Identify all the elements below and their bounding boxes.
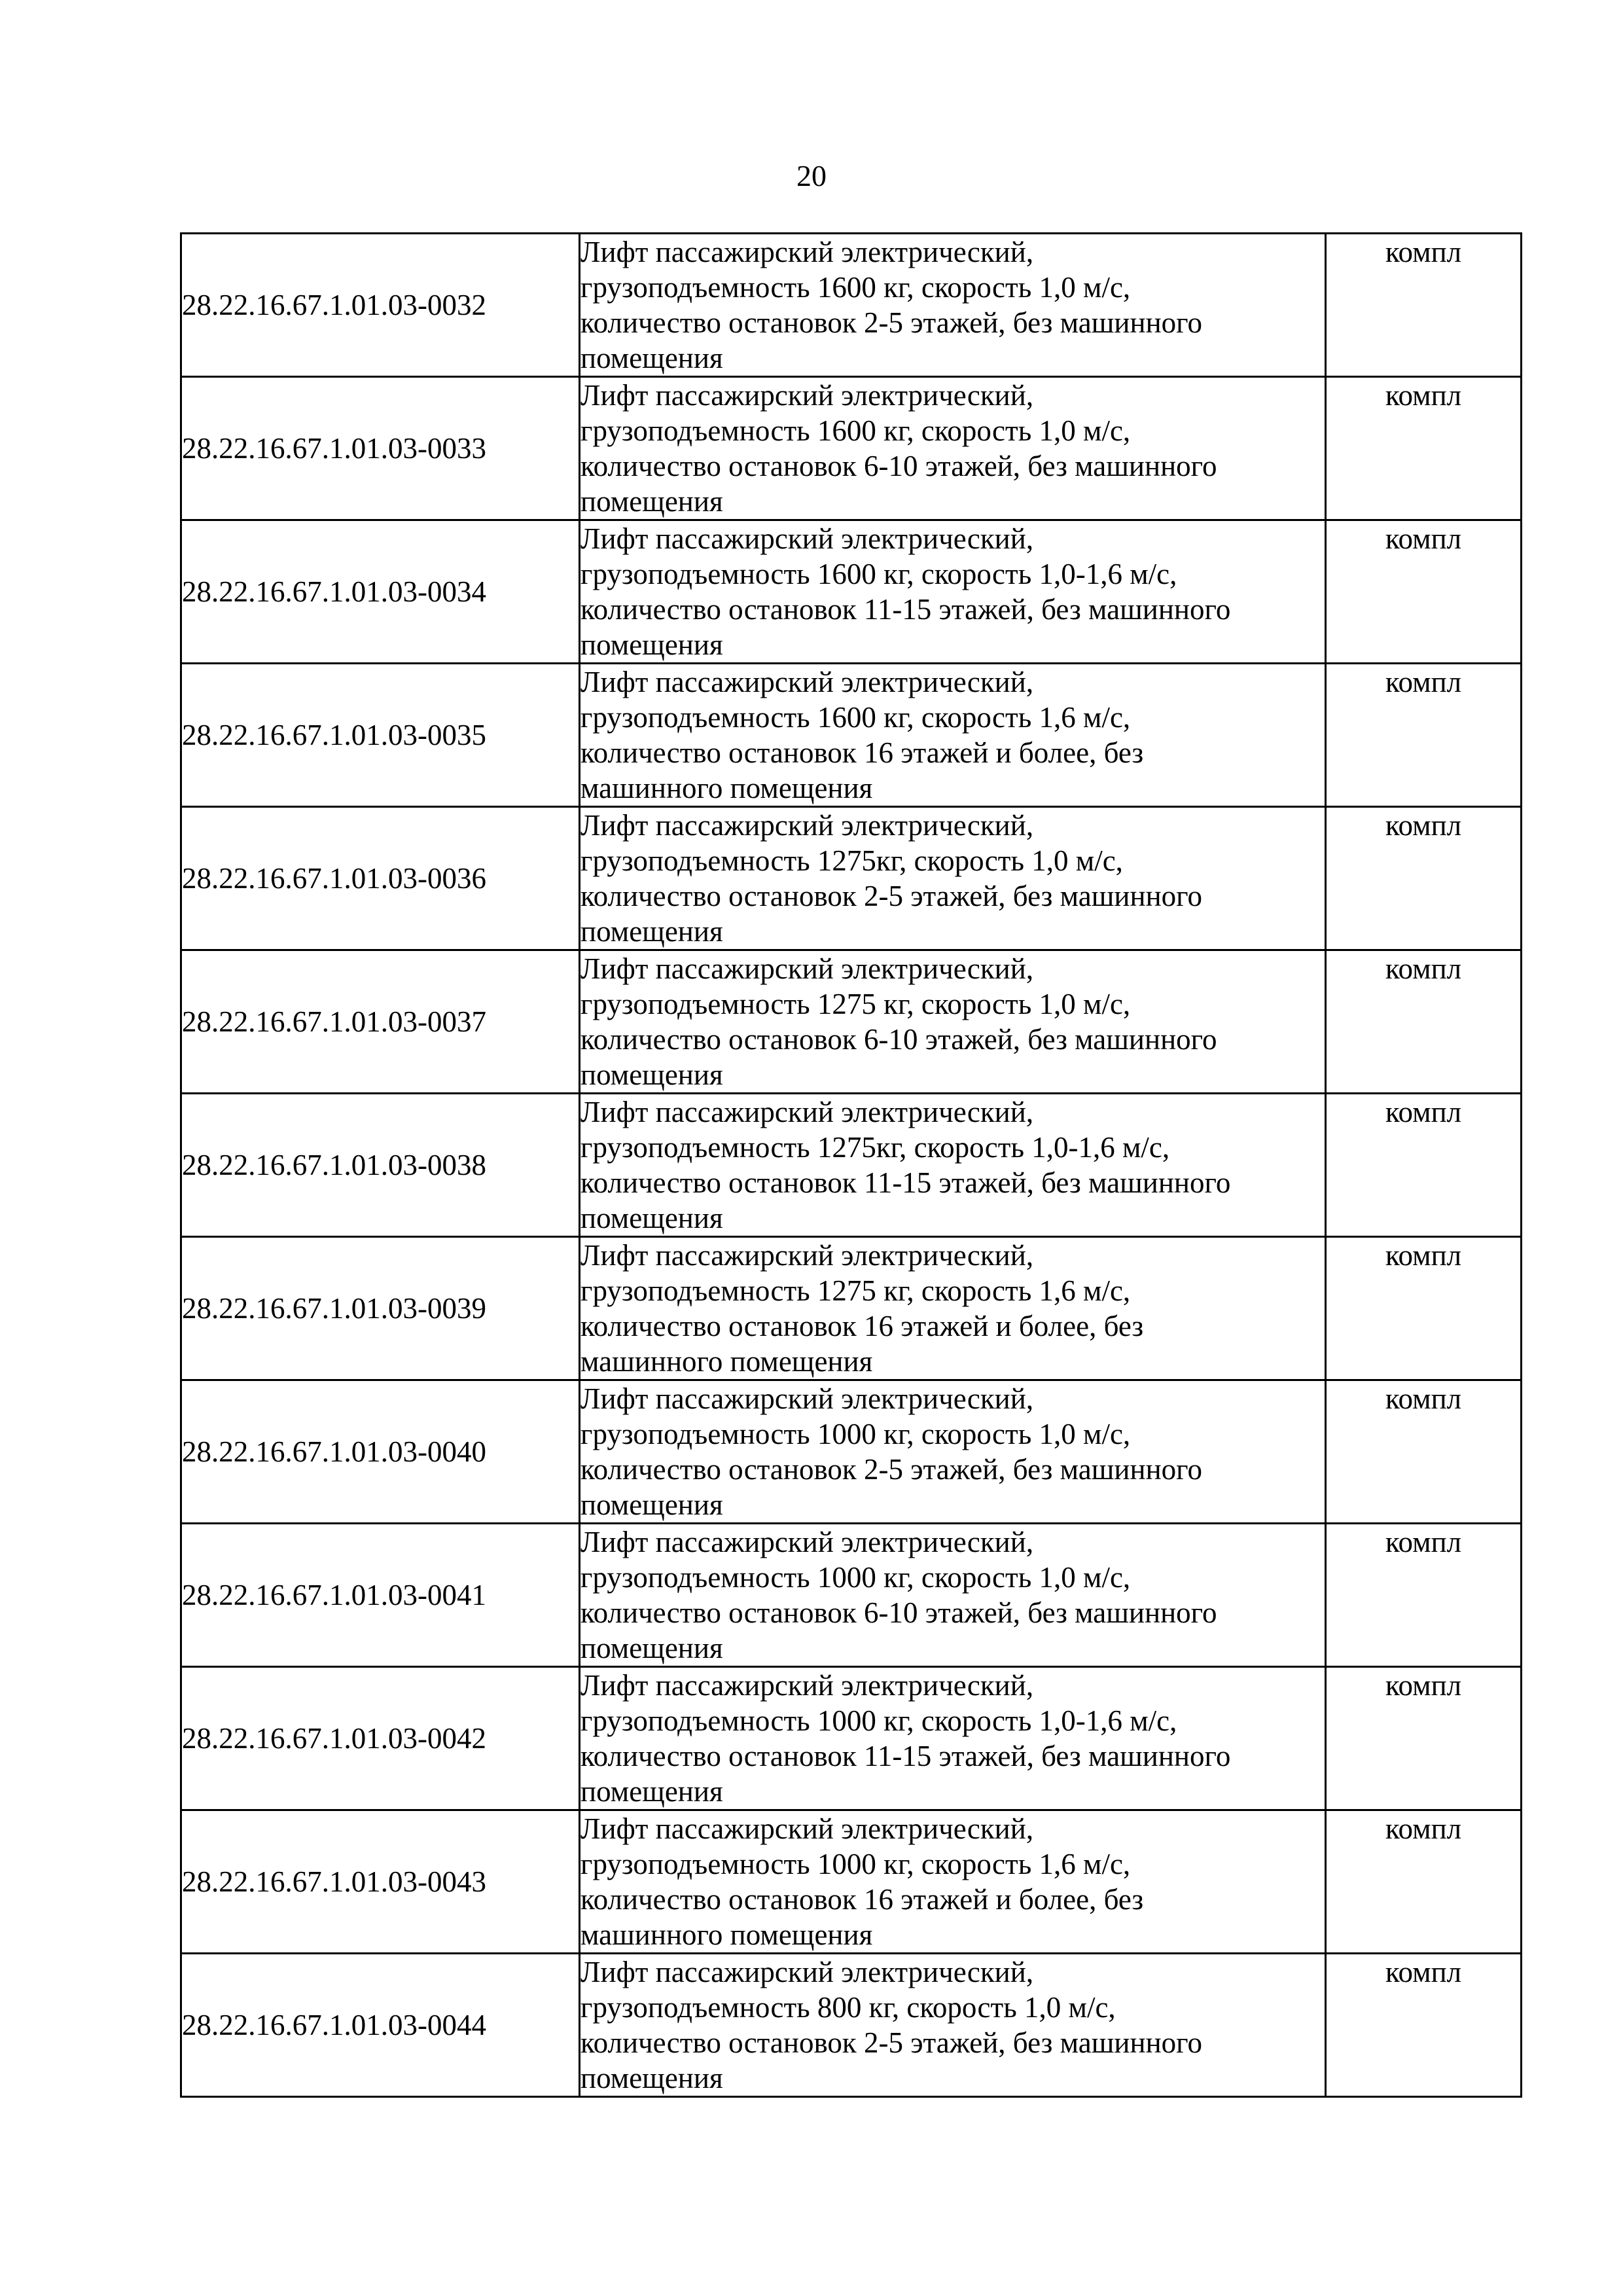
item-code: 28.22.16.67.1.01.03-0039 bbox=[181, 1237, 580, 1380]
item-description bbox=[580, 1667, 1326, 1810]
description-line: количество остановок 2-5 этажей, без машинного bbox=[580, 880, 1203, 912]
item-code: 28.22.16.67.1.01.03-0040 bbox=[181, 1380, 580, 1524]
description-line: помещения bbox=[580, 1202, 723, 1234]
description-line: грузоподъемность 1600 кг, скорость 1,6 м/с, bbox=[580, 701, 1131, 734]
description-line: количество остановок 2-5 этажей, без машинного bbox=[580, 1453, 1203, 1486]
item-code: 28.22.16.67.1.01.03-0035 bbox=[181, 664, 580, 807]
item-code: 28.22.16.67.1.01.03-0038 bbox=[181, 1094, 580, 1237]
description-line: количество остановок 6-10 этажей, без машинного bbox=[580, 1023, 1217, 1056]
description-line: количество остановок 6-10 этажей, без машинного bbox=[580, 1596, 1217, 1629]
description-line: Лифт пассажирский электрический, bbox=[580, 1956, 1034, 1988]
item-description bbox=[580, 1237, 1326, 1380]
description-line: грузоподъемность 1275 кг, скорость 1,0 м/с, bbox=[580, 988, 1131, 1020]
table-row bbox=[181, 234, 1522, 377]
item-unit: компл bbox=[1326, 1380, 1522, 1524]
item-code: 28.22.16.67.1.01.03-0033 bbox=[181, 377, 580, 520]
description-line: грузоподъемность 1000 кг, скорость 1,6 м/с, bbox=[580, 1848, 1131, 1880]
description-line: помещения bbox=[580, 485, 723, 518]
item-description bbox=[580, 1524, 1326, 1667]
description-line: грузоподъемность 800 кг, скорость 1,0 м/с, bbox=[580, 1991, 1116, 2024]
item-description bbox=[580, 377, 1326, 520]
item-unit: компл bbox=[1326, 1094, 1522, 1237]
description-line: грузоподъемность 1275кг, скорость 1,0 м/с, bbox=[580, 844, 1123, 877]
table-row bbox=[181, 1954, 1522, 2097]
description-line: помещения bbox=[580, 342, 723, 374]
description-line: помещения bbox=[580, 1488, 723, 1521]
item-unit: компл bbox=[1326, 1237, 1522, 1380]
table-row bbox=[181, 807, 1522, 950]
item-code: 28.22.16.67.1.01.03-0044 bbox=[181, 1954, 580, 2097]
description-line: Лифт пассажирский электрический, bbox=[580, 236, 1034, 268]
item-unit: компл bbox=[1326, 377, 1522, 520]
table-row bbox=[181, 950, 1522, 1094]
description-line: грузоподъемность 1600 кг, скорость 1,0 м/с, bbox=[580, 271, 1131, 304]
description-line: помещения bbox=[580, 1775, 723, 1808]
item-code: 28.22.16.67.1.01.03-0041 bbox=[181, 1524, 580, 1667]
item-description bbox=[580, 950, 1326, 1094]
description-line: Лифт пассажирский электрический, bbox=[580, 1239, 1034, 1272]
item-unit: компл bbox=[1326, 1954, 1522, 2097]
description-line: помещения bbox=[580, 915, 723, 948]
item-code: 28.22.16.67.1.01.03-0042 bbox=[181, 1667, 580, 1810]
description-line: количество остановок 16 этажей и более, без bbox=[580, 1883, 1144, 1916]
description-line: количество остановок 2-5 этажей, без машинного bbox=[580, 2026, 1203, 2059]
description-line: Лифт пассажирский электрический, bbox=[580, 1812, 1034, 1845]
item-description bbox=[580, 1954, 1326, 2097]
description-line: грузоподъемность 1000 кг, скорость 1,0 м/с, bbox=[580, 1561, 1131, 1594]
item-description bbox=[580, 1094, 1326, 1237]
description-line: помещения bbox=[580, 628, 723, 661]
description-line: грузоподъемность 1600 кг, скорость 1,0-1,6 м/с, bbox=[580, 558, 1177, 590]
description-line: машинного помещения bbox=[580, 1918, 873, 1951]
description-line: количество остановок 2-5 этажей, без машинного bbox=[580, 306, 1203, 339]
description-line: грузоподъемность 1000 кг, скорость 1,0 м/с, bbox=[580, 1418, 1131, 1450]
item-code: 28.22.16.67.1.01.03-0032 bbox=[181, 234, 580, 377]
item-description bbox=[580, 664, 1326, 807]
description-line: Лифт пассажирский электрический, bbox=[580, 952, 1034, 985]
item-description bbox=[580, 1380, 1326, 1524]
table-row bbox=[181, 1380, 1522, 1524]
item-unit: компл bbox=[1326, 1810, 1522, 1954]
description-line: грузоподъемность 1000 кг, скорость 1,0-1,6 м/с, bbox=[580, 1704, 1177, 1737]
description-line: грузоподъемность 1275кг, скорость 1,0-1,6 м/с, bbox=[580, 1131, 1170, 1164]
table-row bbox=[181, 1237, 1522, 1380]
description-line: Лифт пассажирский электрический, bbox=[580, 522, 1034, 555]
item-description bbox=[580, 807, 1326, 950]
description-line: количество остановок 16 этажей и более, без bbox=[580, 1310, 1144, 1342]
page-number: 20 bbox=[796, 159, 827, 192]
table-row bbox=[181, 1094, 1522, 1237]
table-body bbox=[181, 234, 1522, 2097]
description-line: машинного помещения bbox=[580, 772, 873, 804]
item-description bbox=[580, 1810, 1326, 1954]
description-line: количество остановок 6-10 этажей, без машинного bbox=[580, 450, 1217, 482]
item-unit: компл bbox=[1326, 520, 1522, 664]
item-code: 28.22.16.67.1.01.03-0043 bbox=[181, 1810, 580, 1954]
description-line: Лифт пассажирский электрический, bbox=[580, 1669, 1034, 1702]
description-line: Лифт пассажирский электрический, bbox=[580, 809, 1034, 842]
description-line: грузоподъемность 1275 кг, скорость 1,6 м/с, bbox=[580, 1274, 1131, 1307]
item-description bbox=[580, 234, 1326, 377]
item-unit: компл bbox=[1326, 1524, 1522, 1667]
description-line: Лифт пассажирский электрический, bbox=[580, 666, 1034, 698]
table-row bbox=[181, 1524, 1522, 1667]
description-line: Лифт пассажирский электрический, bbox=[580, 1382, 1034, 1415]
description-line: количество остановок 11-15 этажей, без машинного bbox=[580, 593, 1231, 626]
table-row bbox=[181, 664, 1522, 807]
description-line: Лифт пассажирский электрический, bbox=[580, 1526, 1034, 1558]
item-unit: компл bbox=[1326, 807, 1522, 950]
description-line: количество остановок 11-15 этажей, без машинного bbox=[580, 1166, 1231, 1199]
description-line: количество остановок 16 этажей и более, без bbox=[580, 736, 1144, 769]
description-line: количество остановок 11-15 этажей, без машинного bbox=[580, 1740, 1231, 1772]
item-description bbox=[580, 520, 1326, 664]
description-line: помещения bbox=[580, 2062, 723, 2094]
description-line: машинного помещения bbox=[580, 1345, 873, 1378]
table-row bbox=[181, 1810, 1522, 1954]
description-line: грузоподъемность 1600 кг, скорость 1,0 м/с, bbox=[580, 414, 1131, 447]
table-row bbox=[181, 1667, 1522, 1810]
description-line: Лифт пассажирский электрический, bbox=[580, 379, 1034, 412]
specification-table bbox=[180, 232, 1522, 2098]
item-code: 28.22.16.67.1.01.03-0037 bbox=[181, 950, 580, 1094]
item-code: 28.22.16.67.1.01.03-0034 bbox=[181, 520, 580, 664]
description-line: помещения bbox=[580, 1058, 723, 1091]
item-unit: компл bbox=[1326, 234, 1522, 377]
item-unit: компл bbox=[1326, 664, 1522, 807]
description-line: помещения bbox=[580, 1632, 723, 1664]
table-row bbox=[181, 377, 1522, 520]
table-row bbox=[181, 520, 1522, 664]
item-unit: компл bbox=[1326, 1667, 1522, 1810]
item-unit: компл bbox=[1326, 950, 1522, 1094]
description-line: Лифт пассажирский электрический, bbox=[580, 1096, 1034, 1128]
item-code: 28.22.16.67.1.01.03-0036 bbox=[181, 807, 580, 950]
